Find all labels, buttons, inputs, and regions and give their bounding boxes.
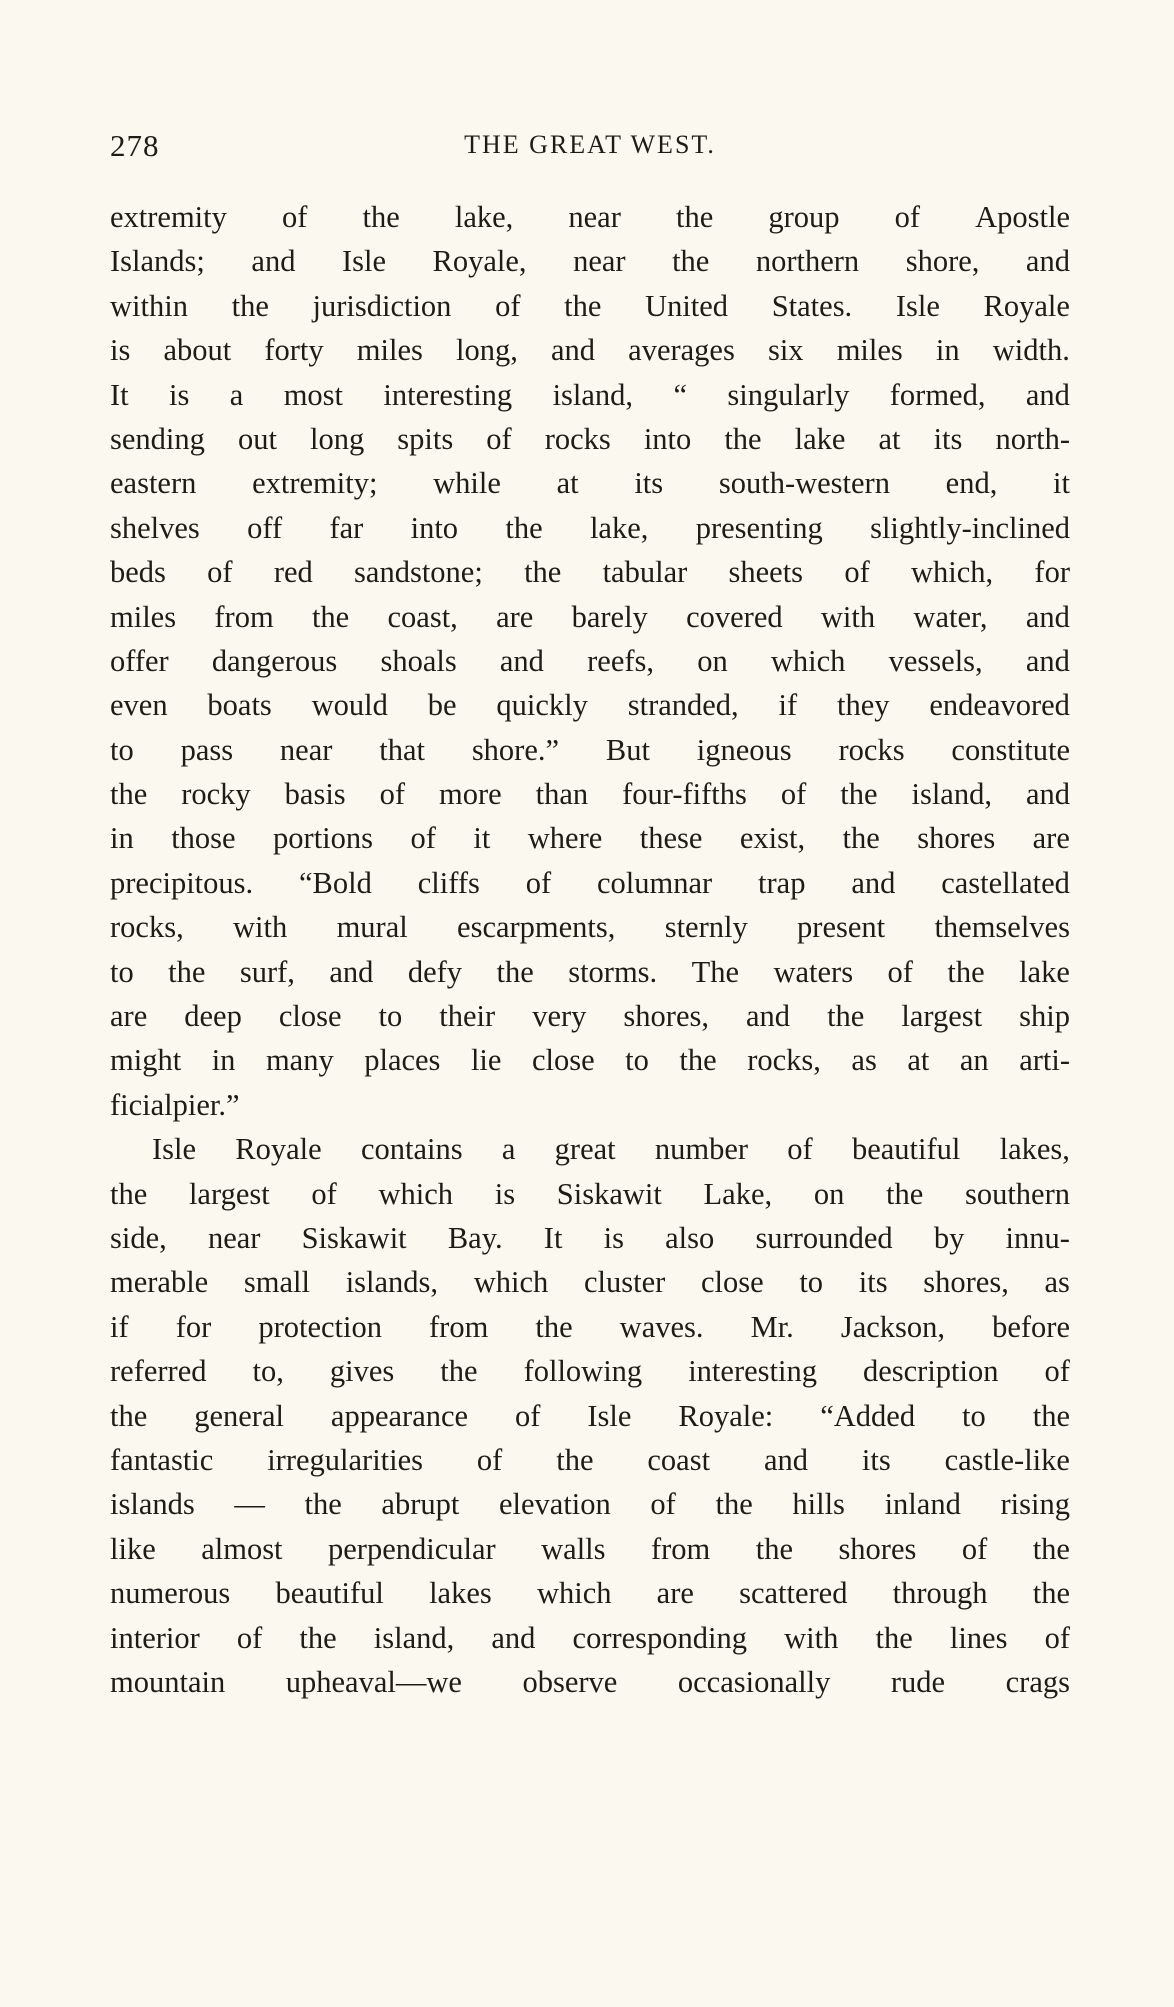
text-line: might in many places lie close to the rocks, as at an arti- <box>110 1043 1070 1078</box>
text-line: interior of the island, and corresponding with the lines of <box>110 1620 1070 1655</box>
text-line: like almost perpendicular walls from the shores of the <box>110 1531 1070 1566</box>
text-line: are deep close to their very shores, and the largest ship <box>110 999 1070 1034</box>
text-line: rocks, with mural escarpments, sternly present themselves <box>110 910 1070 945</box>
text-line: to the surf, and defy the storms. The waters of the lake <box>110 954 1070 989</box>
text-line: ficial pier.” <box>110 1087 240 1122</box>
running-title: THE GREAT WEST. <box>464 130 716 159</box>
text-line: the general appearance of Isle Royale: “Added to the <box>110 1398 1070 1433</box>
text-line: is about forty miles long, and averages six miles in width. <box>110 333 1070 368</box>
text-line: It is a most interesting island, “ singularly formed, and <box>110 377 1070 412</box>
body-text <box>110 195 1070 1704</box>
text-line: side, near Siskawit Bay. It is also surrounded by innu- <box>110 1220 1070 1255</box>
text-line: sending out long spits of rocks into the lake at its north- <box>110 421 1070 456</box>
page-number: 278 <box>110 128 160 163</box>
page-header <box>110 128 1070 168</box>
text-line: Islands; and Isle Royale, near the northern shore, and <box>110 244 1070 279</box>
text-line: the rocky basis of more than four-fifths of the island, and <box>110 777 1070 812</box>
paragraph <box>110 1127 1070 1704</box>
text-line: merable small islands, which cluster close to its shores, as <box>110 1265 1070 1300</box>
text-line: numerous beautiful lakes which are scattered through the <box>110 1576 1070 1611</box>
text-line: eastern extremity; while at its south-western end, it <box>110 466 1070 501</box>
text-line: offer dangerous shoals and reefs, on which vessels, and <box>110 643 1070 678</box>
text-line: miles from the coast, are barely covered with water, and <box>110 599 1070 634</box>
text-line: in those portions of it where these exist, the shores are <box>110 821 1070 856</box>
paragraph <box>110 195 1070 1127</box>
text-line: Isle Royale contains a great number of beautiful lakes, <box>152 1132 1070 1167</box>
text-line: islands — the abrupt elevation of the hills inland rising <box>110 1487 1070 1522</box>
text-line: referred to, gives the following interesting description of <box>110 1354 1070 1389</box>
text-line: precipitous. “Bold cliffs of columnar trap and castellated <box>110 865 1070 900</box>
text-line: if for protection from the waves. Mr. Jackson, before <box>110 1309 1070 1344</box>
text-line: to pass near that shore.” But igneous rocks constitute <box>110 732 1070 767</box>
text-line: fantastic irregularities of the coast and its castle-like <box>110 1442 1070 1477</box>
text-line: mountain upheaval—we observe occasionally rude crags <box>110 1664 1070 1699</box>
text-line: even boats would be quickly stranded, if they endeavored <box>110 688 1070 723</box>
text-line: extremity of the lake, near the group of Apostle <box>110 200 1070 234</box>
text-line: within the jurisdiction of the United States. Isle Royale <box>110 288 1070 323</box>
text-line: the largest of which is Siskawit Lake, on the southern <box>110 1176 1070 1211</box>
text-line: shelves off far into the lake, presenting slightly-inclined <box>110 510 1070 545</box>
text-line: beds of red sandstone; the tabular sheets of which, for <box>110 555 1070 590</box>
